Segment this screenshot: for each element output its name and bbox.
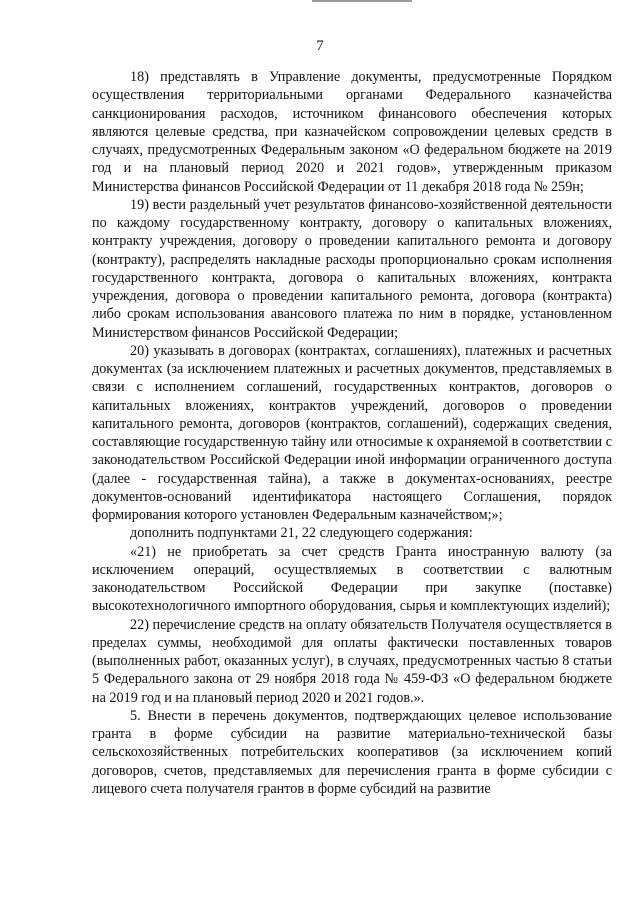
paragraph-item-20: 20) указывать в договорах (контрактах, соглашениях), платежных и расчетных документах (за исключением платежных и расчетных документов, представляемых в связи с исполнением соглашений, государственных контрактов, договоров о капитальных вложениях, контрактов учреждений, договоров о проведении капитального ремонта, договоров (контрактов, соглашений), содержащих сведения, составляющие государственную тайну или относимые к охраняемой в соответствии с законодательством Российской Федерации иной информации ограниченного доступа (далее - государственная тайна), а также в документах-основаниях, реестре документов-оснований идентификатора настоящего Соглашения, порядок формирования которого установлен Федеральным казначейством;»; xyxy=(92,342,612,523)
document-body xyxy=(92,68,612,798)
paragraph-item-18: 18) представлять в Управление документы, предусмотренные Порядком осуществления территориальными органами Федерального казначейства санкционирования расходов, источником финансового обеспечения которых являются целевые средства, при казначейском сопровождении целевых средств в случаях, предусмотренных Федеральным законом «О федеральном бюджете на 2019 год и на плановый период 2020 и 2021 годов», утвержденным приказом Министерства финансов Российской Федерации от 11 декабря 2018 года № 259н; xyxy=(92,69,612,195)
paragraph-item-19: 19) вести раздельный учет результатов финансово-хозяйственной деятельности по каждому государственному контракту, договору о капитальных вложениях, контракту учреждения, договору о проведении капитального ремонта и договору (контракту), распределять накладные расходы пропорционально срокам исполнения государственного контракта, договора о капитальных вложениях, контракта учреждения, договора о проведении капитального ремонта, договора (контракта) либо срокам использования авансового платежа по ним в порядке, установленном Министерством финансов Российской Федерации; xyxy=(92,196,612,341)
paragraph-amendment-intro: дополнить подпунктами 21, 22 следующего содержания: xyxy=(130,525,473,542)
scan-edge-mark xyxy=(312,0,412,2)
paragraph-item-22: 22) перечисление средств на оплату обязательств Получателя осуществляется в пределах суммы, необходимой для оплаты фактически поставленных товаров (выполненных работ, оказанных услуг), в случаях, предусмотренных частью 8 статьи 5 Федерального закона от 29 ноября 2018 года № 459-ФЗ «О федеральном бюджете на 2019 год и на плановый период 2020 и 2021 годов.». xyxy=(92,616,612,706)
paragraph-item-21: «21) не приобретать за счет средств Гранта иностранную валюту (за исключением операций, осуществляемых в соответствии с валютным законодательством Российской Федерации при закупке (поставке) высокотехнологичного импортного оборудования, сырья и комплектующих изделий); xyxy=(92,543,612,615)
page-number: 7 xyxy=(316,38,324,54)
paragraph-section-5: 5. Внести в перечень документов, подтверждающих целевое использование гранта в форме субсидии на развитие материально-технической базы сельскохозяйственных потребительских кооперативов (за исключением копий договоров, счетов, представляемых для перечисления гранта в форме субсидии с лицевого счета получателя грантов в форме субсидий на развитие xyxy=(92,707,612,797)
